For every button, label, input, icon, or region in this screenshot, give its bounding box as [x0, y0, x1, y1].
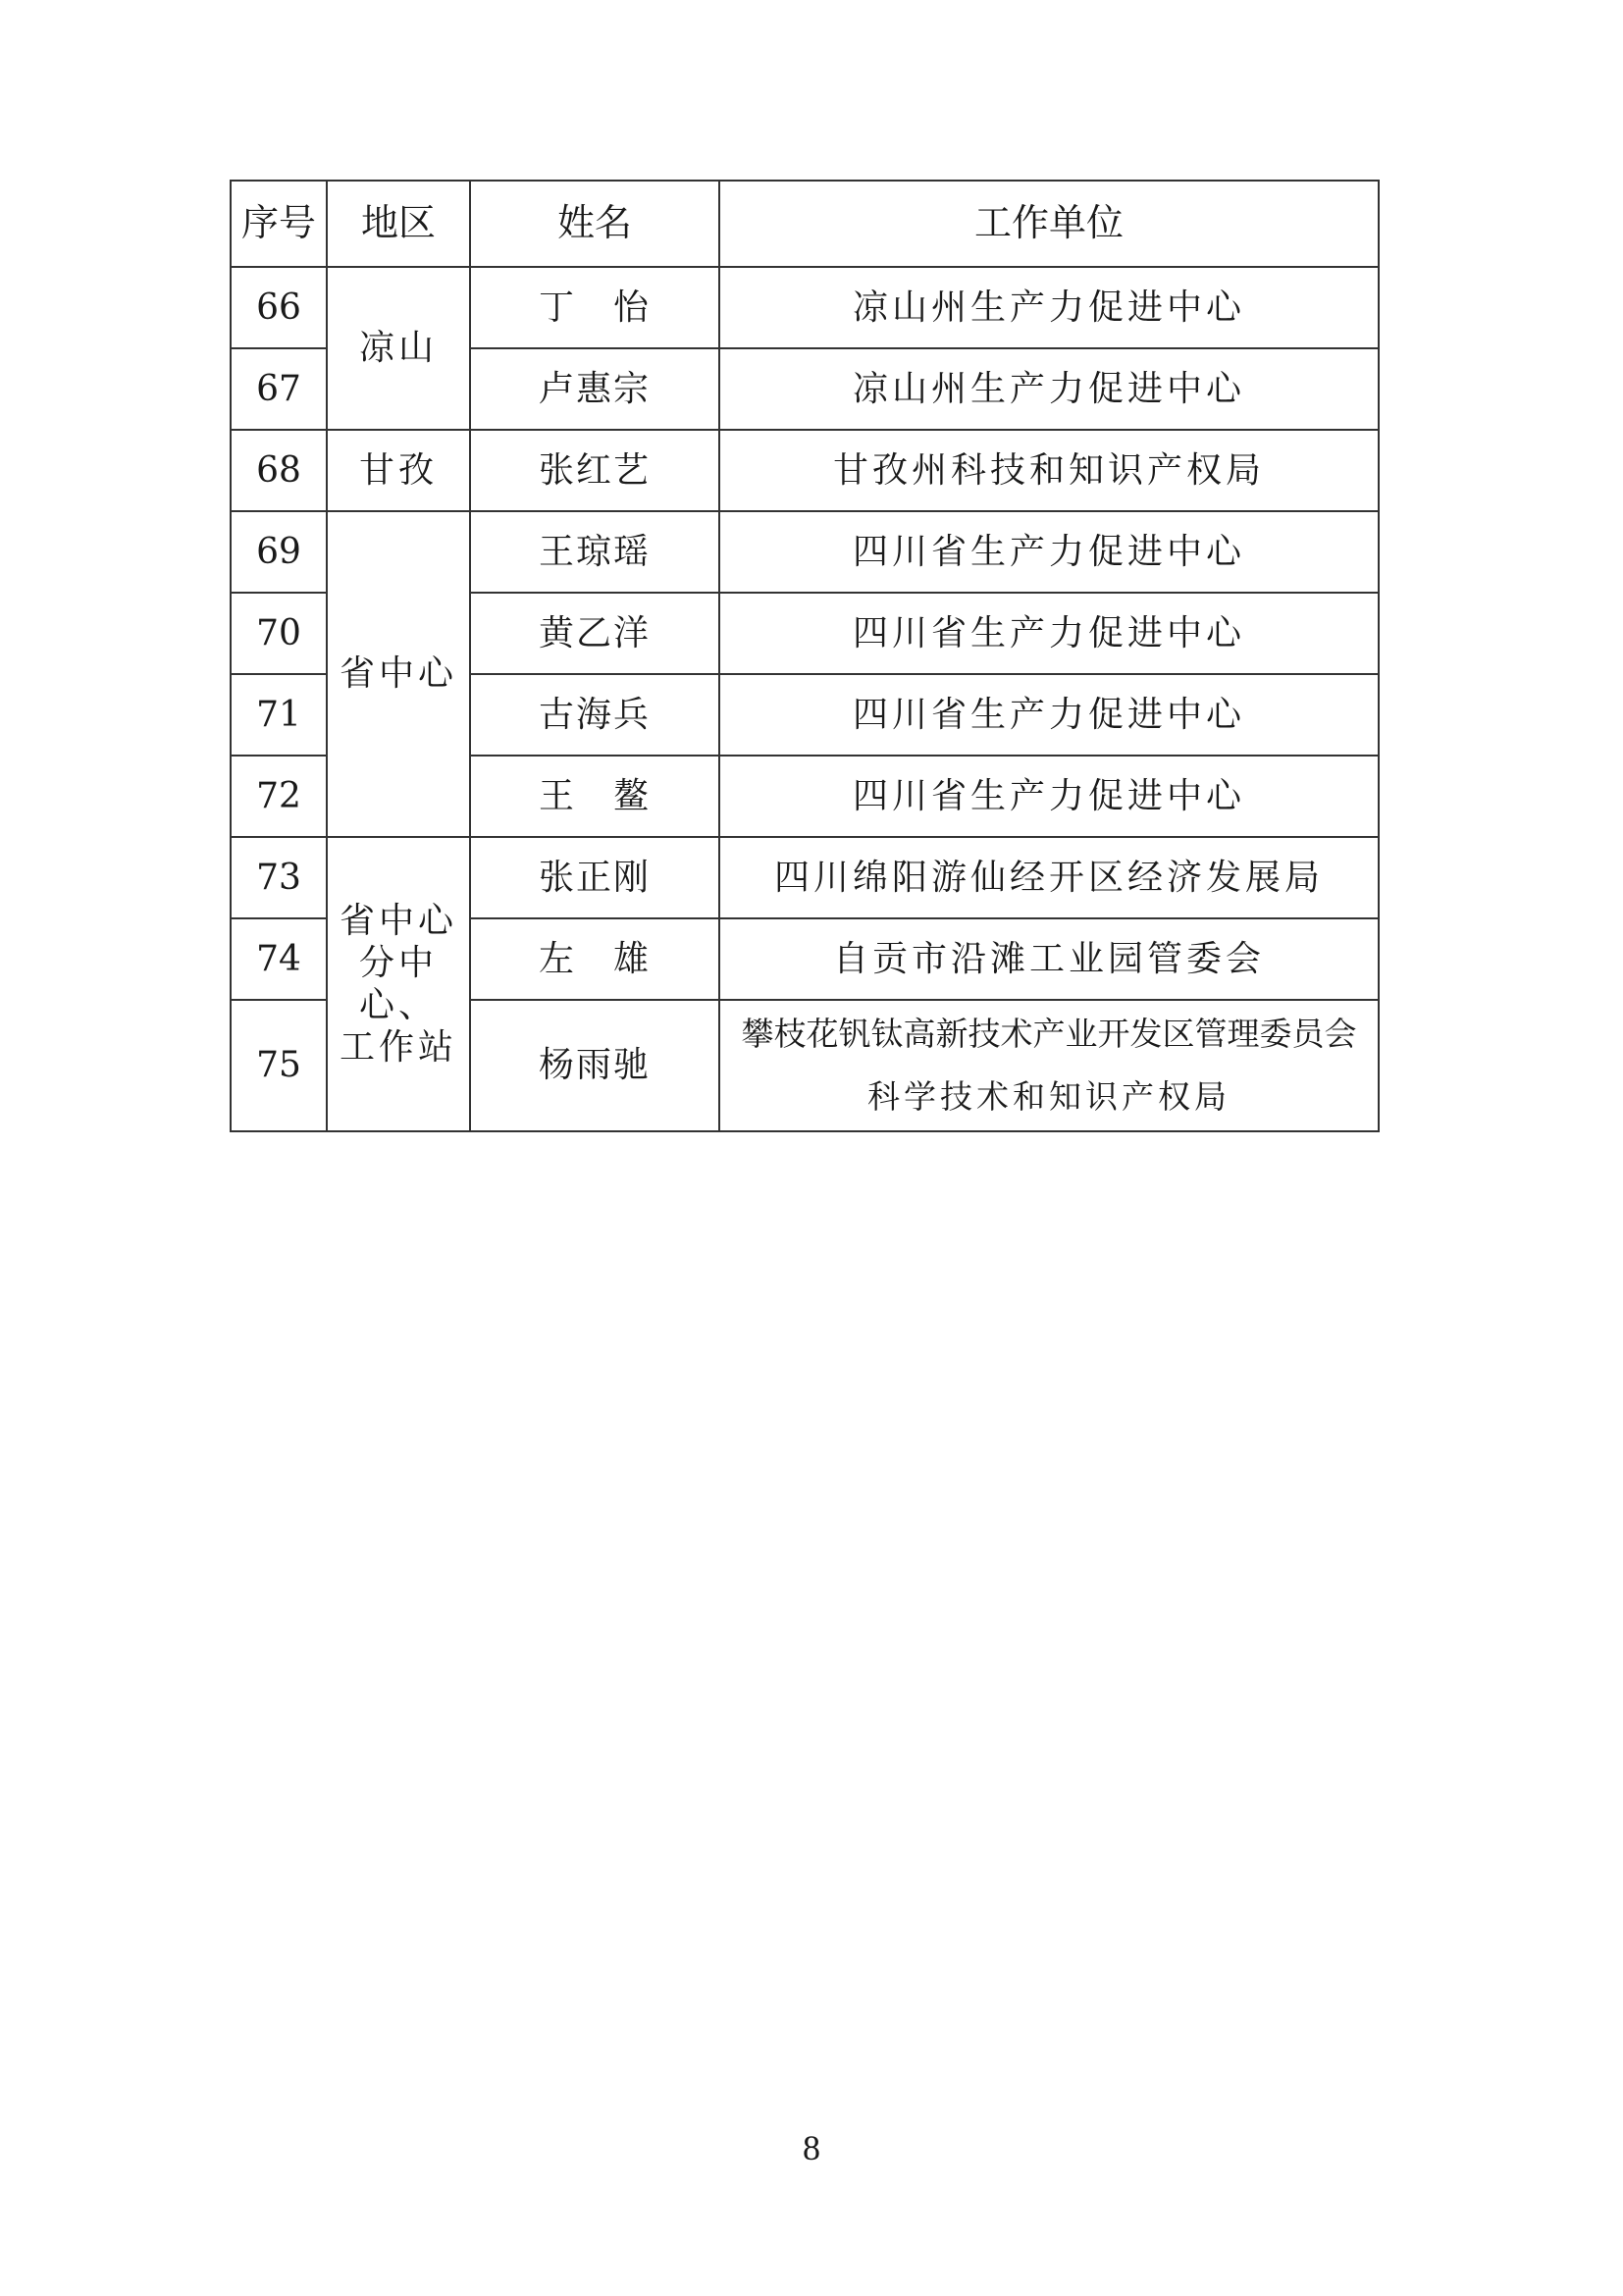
row-index: 69 — [231, 511, 327, 593]
region-cell-subcenters — [327, 837, 470, 1131]
table-row — [231, 837, 1379, 918]
row-index: 68 — [231, 430, 327, 511]
table-header-row — [231, 181, 1379, 267]
person-name: 张红艺 — [470, 430, 719, 511]
row-index: 74 — [231, 918, 327, 1000]
row-index: 73 — [231, 837, 327, 918]
row-index: 70 — [231, 593, 327, 674]
region-line: 分中心、 — [358, 942, 438, 1025]
work-unit: 四川省生产力促进中心 — [719, 674, 1379, 756]
person-name: 王琼瑶 — [470, 511, 719, 593]
work-unit: 凉山州生产力促进中心 — [719, 348, 1379, 430]
row-index: 67 — [231, 348, 327, 430]
row-index: 75 — [231, 1000, 327, 1131]
region-cell: 凉山 — [327, 267, 470, 430]
person-name: 王 鳌 — [470, 756, 719, 837]
work-unit: 四川绵阳游仙经开区经济发展局 — [719, 837, 1379, 918]
work-unit-line: 科学技术和知识产权局 — [867, 1077, 1230, 1116]
row-index: 71 — [231, 674, 327, 756]
row-index: 66 — [231, 267, 327, 348]
table-row — [231, 430, 1379, 511]
work-unit: 凉山州生产力促进中心 — [719, 267, 1379, 348]
table-row — [231, 267, 1379, 348]
person-name: 古海兵 — [470, 674, 719, 756]
table-row — [231, 511, 1379, 593]
region-line: 省中心 — [339, 900, 457, 941]
region-cell: 省中心 — [327, 511, 470, 837]
header-index: 序号 — [231, 181, 327, 267]
person-name: 左 雄 — [470, 918, 719, 1000]
work-unit — [719, 1000, 1379, 1131]
row-index: 72 — [231, 756, 327, 837]
work-unit: 四川省生产力促进中心 — [719, 511, 1379, 593]
person-name: 黄乙洋 — [470, 593, 719, 674]
personnel-table — [230, 180, 1380, 1132]
header-name: 姓名 — [470, 181, 719, 267]
person-name: 卢惠宗 — [470, 348, 719, 430]
region-cell: 甘孜 — [327, 430, 470, 511]
person-name: 杨雨驰 — [470, 1000, 719, 1131]
work-unit: 四川省生产力促进中心 — [719, 756, 1379, 837]
work-unit: 自贡市沿滩工业园管委会 — [719, 918, 1379, 1000]
header-region: 地区 — [327, 181, 470, 267]
work-unit-line: 攀枝花钒钛高新技术产业开发区管理委员会 — [741, 1014, 1357, 1053]
work-unit: 甘孜州科技和知识产权局 — [719, 430, 1379, 511]
person-name: 张正刚 — [470, 837, 719, 918]
work-unit: 四川省生产力促进中心 — [719, 593, 1379, 674]
person-name: 丁 怡 — [470, 267, 719, 348]
region-line: 工作站 — [339, 1027, 457, 1069]
page-number: 8 — [803, 2128, 820, 2167]
header-unit: 工作单位 — [719, 181, 1379, 267]
